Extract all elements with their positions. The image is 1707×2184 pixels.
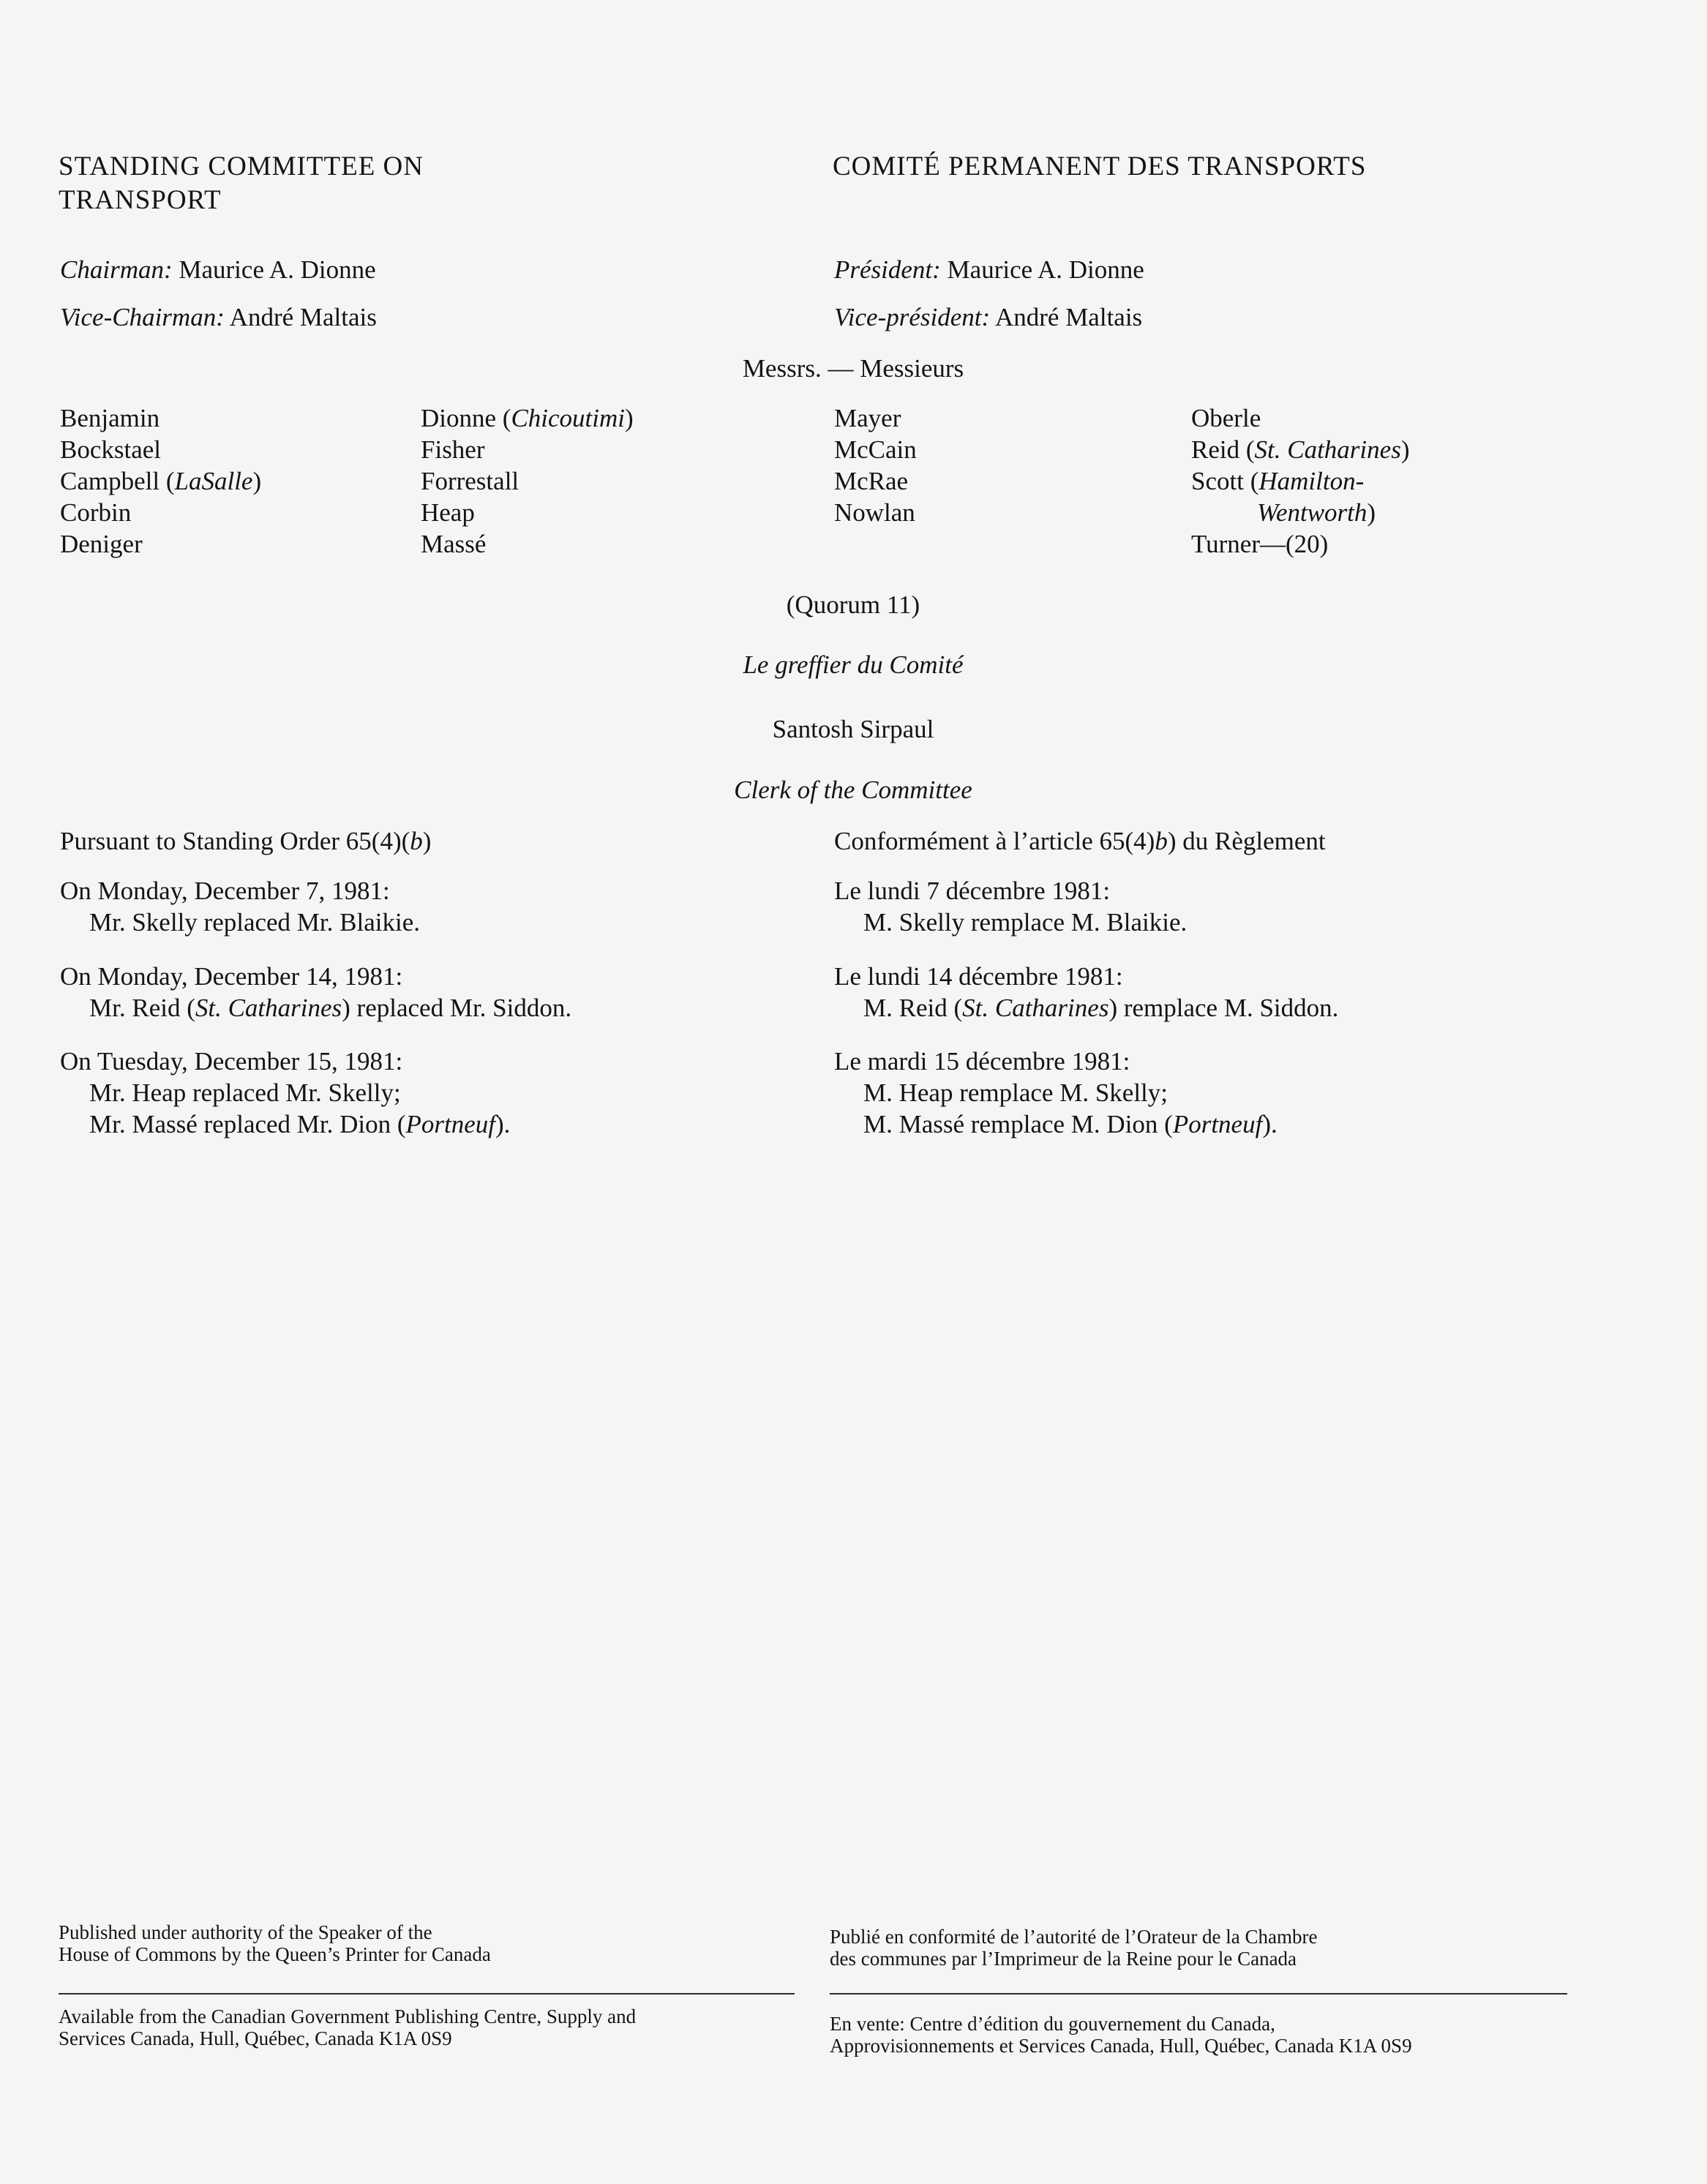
fr-president-label: Président:	[834, 255, 941, 284]
member-surname: Dionne	[421, 404, 497, 432]
fr-availability-note	[830, 2013, 1412, 2057]
fr-president-name: Maurice A. Dionne	[940, 255, 1144, 284]
en-chairman	[60, 254, 376, 285]
member-name: Forrestall	[421, 467, 519, 495]
en-change-date: On Monday, December 14, 1981:	[60, 962, 403, 991]
en-change-block-3	[60, 1046, 510, 1140]
en-pursuant-close: )	[422, 827, 432, 855]
fr-change-block-3	[834, 1046, 1278, 1140]
fr-change-text: ) remplace M. Siddon.	[1108, 994, 1339, 1022]
en-chairman-name: Maurice A. Dionne	[172, 255, 376, 284]
clerk-label-en: Clerk of the Committee	[734, 776, 972, 804]
member-surname: Campbell	[60, 467, 160, 495]
en-availability-line: Services Canada, Hull, Québec, Canada K1A 0S9	[59, 2027, 452, 2049]
member-name: Heap	[421, 498, 475, 527]
fr-pursuant-text: Conformément à l’article 65(4)	[834, 827, 1155, 855]
en-committee-title: STANDING COMMITTEE ON TRANSPORT	[59, 151, 424, 215]
fr-pursuant-close: ) du Règlement	[1167, 827, 1326, 855]
member-name: Scott (Hamilton-	[1191, 467, 1365, 495]
fr-vice-president-label: Vice-président:	[834, 303, 991, 331]
en-change-riding: St. Catharines	[195, 994, 342, 1022]
en-change-date: On Monday, December 7, 1981:	[60, 877, 390, 905]
fr-change-riding: Portneuf	[1172, 1110, 1263, 1138]
en-vice-chairman-name: André Maltais	[224, 303, 377, 331]
fr-change-text: M. Reid (	[863, 994, 963, 1022]
member-name: Bockstael	[60, 435, 162, 464]
en-vice-chairman	[60, 301, 377, 333]
en-change-line	[60, 1108, 510, 1140]
en-change-text: Mr. Reid (	[89, 994, 195, 1022]
fr-published-line: Publié en conformité de l’autorité de l’Orateur de la Chambre	[830, 1926, 1318, 1948]
fr-change-riding: St. Catharines	[962, 994, 1109, 1022]
fr-change-line	[834, 992, 1338, 1024]
member-name: Deniger	[60, 530, 143, 558]
en-change-line	[60, 992, 571, 1024]
member-name: Corbin	[60, 498, 132, 527]
member-surname: Reid	[1191, 435, 1240, 464]
fr-change-line	[834, 1108, 1278, 1140]
member-name: Dionne (Chicoutimi)	[421, 404, 634, 432]
clerk-label-fr: Le greffier du Comité	[743, 650, 964, 679]
fr-change-text: M. Massé remplace M. Dion (	[863, 1110, 1173, 1138]
en-change-riding: Portneuf	[405, 1110, 496, 1138]
member-riding: Chicoutimi	[511, 404, 626, 432]
members-column-1	[60, 402, 261, 560]
member-name: Massé	[421, 530, 487, 558]
fr-change-line: M. Skelly remplace M. Blaikie.	[863, 908, 1188, 937]
en-availability-line: Available from the Canadian Government Publishing Centre, Supply and	[59, 2005, 637, 2027]
member-riding: Wentworth	[1257, 498, 1368, 527]
member-riding: St. Catharines	[1254, 435, 1401, 464]
members-heading: Messrs. — Messieurs	[742, 354, 964, 383]
member-name: Benjamin	[60, 404, 160, 432]
en-change-block-1	[60, 875, 420, 938]
member-name: McCain	[834, 435, 917, 464]
fr-change-line: M. Heap remplace M. Skelly;	[863, 1078, 1168, 1107]
en-change-text: ) replaced Mr. Siddon.	[342, 994, 572, 1022]
en-availability-note	[59, 2005, 636, 2049]
member-name: Oberle	[1191, 404, 1261, 432]
member-name: Mayer	[834, 404, 901, 432]
en-pursuant	[60, 825, 431, 857]
fr-change-date: Le lundi 7 décembre 1981:	[834, 877, 1111, 905]
fr-change-date: Le mardi 15 décembre 1981:	[834, 1047, 1130, 1076]
fr-availability-line: Approvisionnements et Services Canada, Hull, Québec, Canada K1A 0S9	[830, 2035, 1412, 2057]
fr-availability-line: En vente: Centre d’édition du gouvernement du Canada,	[830, 2013, 1275, 2035]
member-name: McRae	[834, 467, 909, 495]
en-published-line: Published under authority of the Speaker of the	[59, 1921, 432, 1943]
member-name: Campbell (LaSalle)	[60, 467, 262, 495]
fr-president	[834, 254, 1144, 285]
member-name: Nowlan	[834, 498, 915, 527]
fr-change-date: Le lundi 14 décembre 1981:	[834, 962, 1123, 991]
fr-committee-title: COMITÉ PERMANENT DES TRANSPORTS	[833, 151, 1367, 181]
footer-divider-en	[59, 1993, 795, 1995]
en-pursuant-text: Pursuant to Standing Order 65(4)(	[60, 827, 410, 855]
fr-published-line: des communes par l’Imprimeur de la Reine pour le Canada	[830, 1948, 1297, 1970]
footer-divider-fr	[830, 1993, 1567, 1995]
en-change-text: Mr. Massé replaced Mr. Dion (	[89, 1110, 406, 1138]
members-column-4	[1191, 402, 1409, 560]
member-name: Turner—(20)	[1191, 530, 1329, 558]
en-change-date: On Tuesday, December 15, 1981:	[60, 1047, 403, 1076]
fr-pursuant-letter: b	[1155, 827, 1168, 855]
member-riding-continued: Wentworth)	[1257, 498, 1376, 527]
en-vice-chairman-label: Vice-Chairman:	[60, 303, 225, 331]
member-surname: Scott	[1191, 467, 1244, 495]
fr-published-note	[830, 1926, 1318, 1970]
member-riding: Hamilton-	[1258, 467, 1365, 495]
fr-vice-president-name: André Maltais	[990, 303, 1143, 331]
fr-pursuant	[834, 825, 1326, 857]
member-riding: LaSalle	[174, 467, 253, 495]
members-column-2	[421, 402, 634, 560]
en-change-text: ).	[495, 1110, 511, 1138]
en-published-line: House of Commons by the Queen’s Printer for Canada	[59, 1943, 491, 1965]
en-pursuant-letter: b	[410, 827, 423, 855]
fr-change-block-1	[834, 875, 1187, 938]
fr-vice-president	[834, 301, 1142, 333]
en-change-line: Mr. Skelly replaced Mr. Blaikie.	[89, 908, 420, 937]
en-chairman-label: Chairman:	[60, 255, 173, 284]
en-change-block-2	[60, 961, 571, 1024]
en-change-line: Mr. Heap replaced Mr. Skelly;	[89, 1078, 401, 1107]
fr-change-block-2	[834, 961, 1338, 1024]
fr-change-text: ).	[1262, 1110, 1278, 1138]
member-name: Fisher	[421, 435, 485, 464]
en-published-note	[59, 1921, 491, 1965]
clerk-name: Santosh Sirpaul	[772, 715, 934, 743]
quorum: (Quorum 11)	[786, 590, 920, 619]
member-name: Reid (St. Catharines)	[1191, 435, 1410, 464]
members-column-3	[834, 402, 917, 528]
